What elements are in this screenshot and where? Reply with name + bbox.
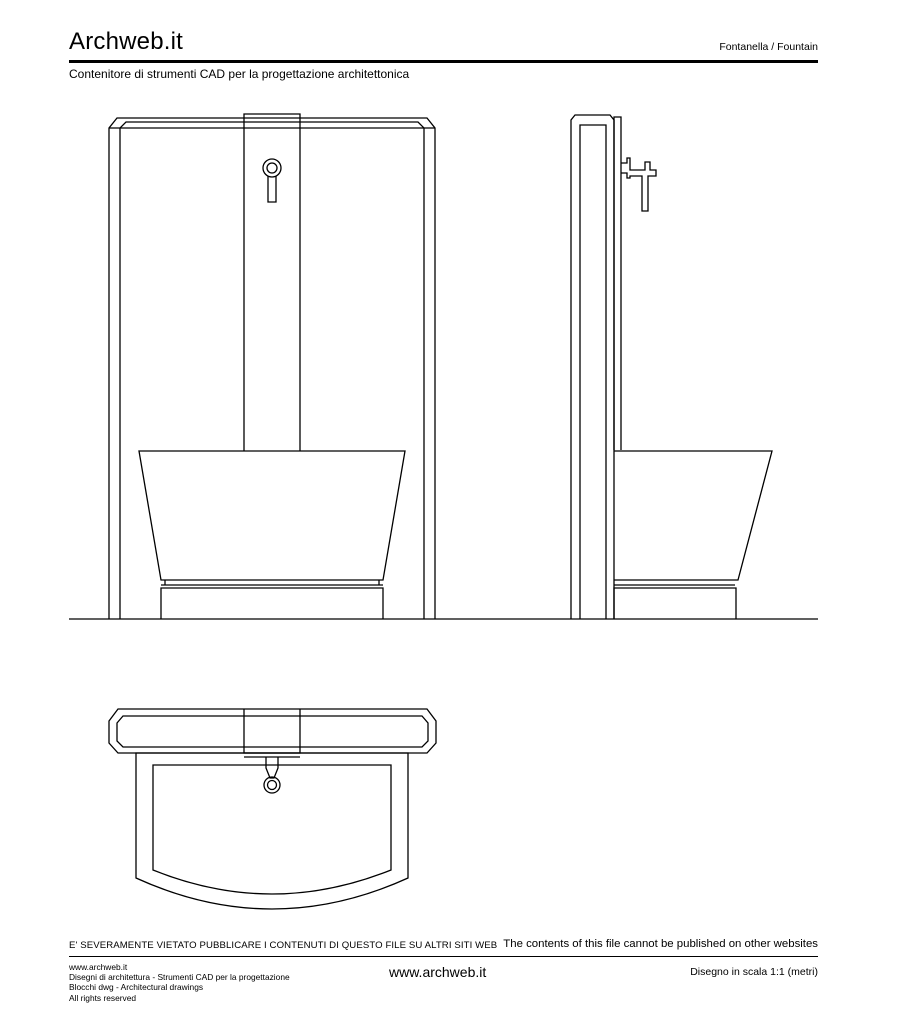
credit-line: Disegni di architettura - Strumenti CAD per la progettazione [69,972,290,983]
front-elevation [109,114,435,619]
credit-line: Blocchi dwg - Architectural drawings [69,982,204,993]
drawing-category: Fontanella / Fountain [719,41,818,53]
side-elevation [571,115,772,619]
footer-url-link[interactable]: www.archweb.it [389,964,487,980]
footer-rule [69,956,818,957]
footer-credits [69,962,290,1003]
warning-english: The contents of this file cannot be published on other websites [503,938,818,950]
warning-italian: E' SEVERAMENTE VIETATO PUBBLICARE I CONTENUTI DI QUESTO FILE SU ALTRI SITI WEB [69,940,498,951]
credit-line: All rights reserved [69,992,137,1003]
page-subtitle: Contenitore di strumenti CAD per la progettazione architettonica [69,67,410,81]
site-logo: Archweb.it [69,28,184,55]
credit-line: www.archweb.it [69,962,128,972]
drawing-scale: Disegno in scala 1:1 (metri) [690,966,818,978]
plan-view [109,709,436,909]
